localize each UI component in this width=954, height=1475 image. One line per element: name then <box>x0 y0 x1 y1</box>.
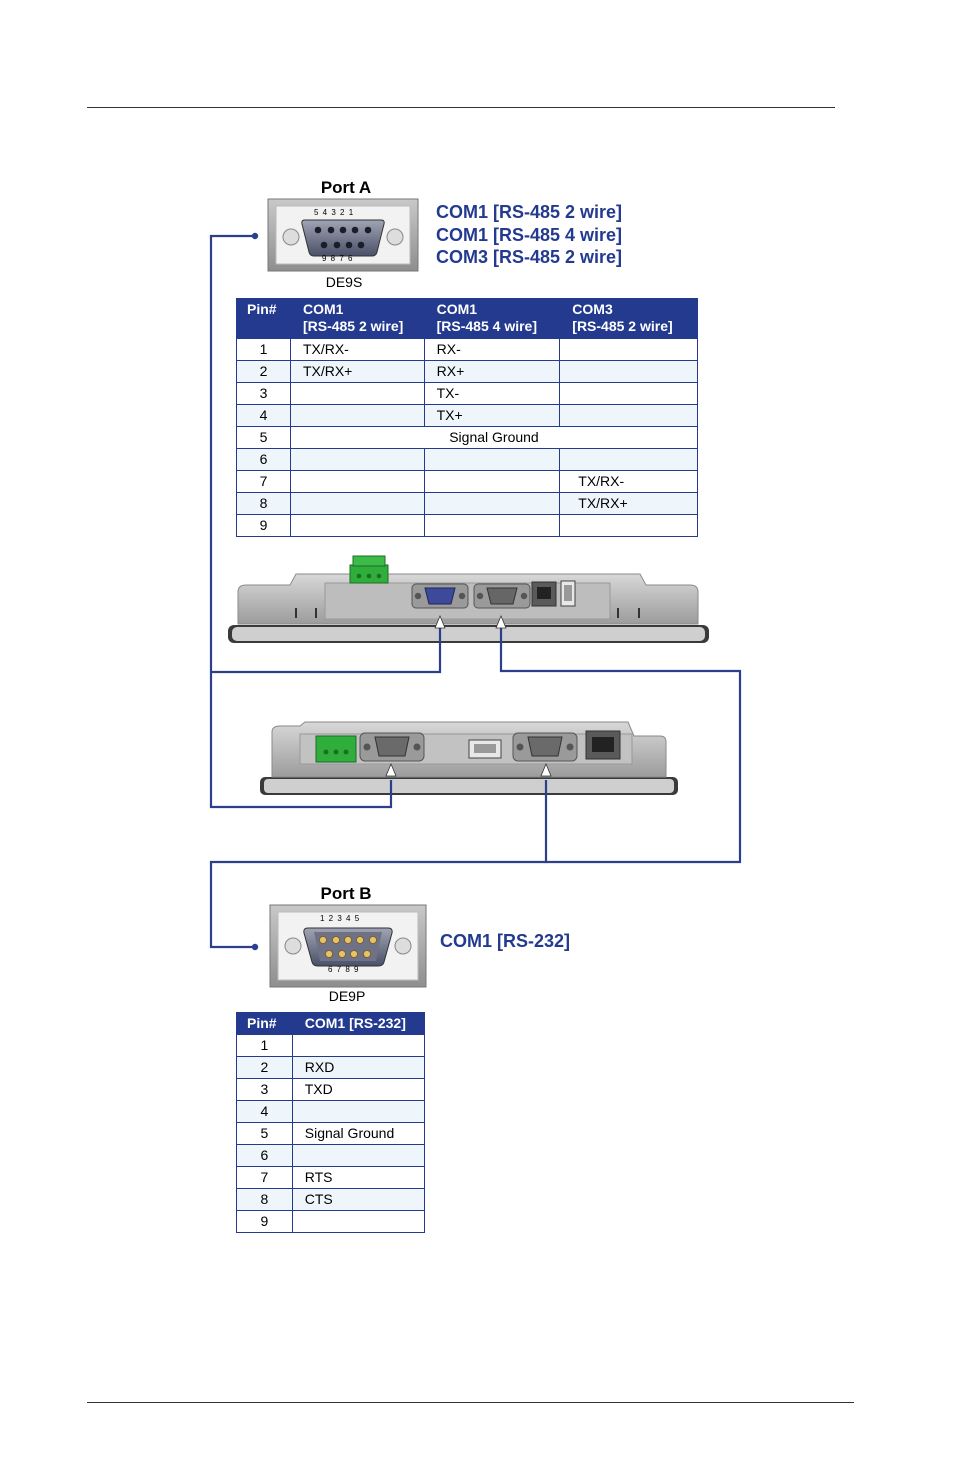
pin-cell: 7 <box>237 471 291 493</box>
signal-cell <box>424 493 560 515</box>
signal-ground-cell: Signal Ground <box>290 427 697 449</box>
table-row <box>237 471 698 493</box>
signal-cell <box>424 515 560 537</box>
table-row <box>237 493 698 515</box>
signal-cell <box>424 471 560 493</box>
device-rear-view-1 <box>228 556 709 643</box>
terminal-block-green <box>316 736 356 762</box>
pin-cell: 3 <box>237 1079 293 1101</box>
signal-cell <box>560 449 698 471</box>
port-b-connector-label: DE9P <box>328 988 366 1004</box>
header-com1-4wire: COM1 [RS-485 4 wire] <box>424 299 560 339</box>
port-b-pin-table <box>236 1012 425 1233</box>
port-a-pin-numbers-bottom: 9 8 7 6 <box>322 254 354 263</box>
pin-cell: 9 <box>237 1211 293 1233</box>
signal-cell: TX/RX+ <box>290 361 424 383</box>
port-a-com-list <box>436 201 622 269</box>
table-row <box>237 339 698 361</box>
table-header-row <box>237 1013 425 1035</box>
signal-cell: RX+ <box>424 361 560 383</box>
db9-port-gray <box>474 584 530 608</box>
signal-cell <box>424 449 560 471</box>
pin-cell: 2 <box>237 1057 293 1079</box>
wire-endpoint <box>252 233 258 239</box>
pin-cell: 8 <box>237 1189 293 1211</box>
signal-cell: TX/RX+ <box>560 493 698 515</box>
pin-cell: 3 <box>237 383 291 405</box>
db9-port-blue <box>412 584 468 608</box>
signal-cell: TX/RX- <box>560 471 698 493</box>
table-row <box>237 405 698 427</box>
signal-cell <box>560 405 698 427</box>
com-line: COM3 [RS-485 2 wire] <box>436 247 623 267</box>
mount-screw <box>387 229 403 245</box>
mount-screw <box>285 938 301 954</box>
signal-cell: RTS <box>292 1167 424 1189</box>
db9-port-left <box>360 733 424 761</box>
signal-cell: RX- <box>424 339 560 361</box>
table-row <box>237 361 698 383</box>
header-com3-2wire: COM3 [RS-485 2 wire] <box>560 299 698 339</box>
signal-cell <box>292 1145 424 1167</box>
port-a-connector-label: DE9S <box>325 274 363 290</box>
port-b-pin-numbers-top: 1 2 3 4 5 <box>320 914 361 923</box>
signal-cell <box>292 1035 424 1057</box>
device-rear-view-2 <box>260 722 678 795</box>
com-line: COM1 [RS-485 4 wire] <box>436 224 623 245</box>
signal-cell <box>560 339 698 361</box>
port-b-com-line: COM1 [RS-232] <box>440 931 571 951</box>
signal-cell: Signal Ground <box>292 1123 424 1145</box>
wire-endpoint <box>252 944 258 950</box>
table-row <box>237 1035 425 1057</box>
signal-cell <box>292 1101 424 1123</box>
signal-cell <box>290 405 424 427</box>
table-row <box>237 383 698 405</box>
port-a-title: Port A <box>320 178 372 197</box>
signal-cell <box>560 515 698 537</box>
header-pin: Pin# <box>237 299 291 339</box>
signal-cell <box>292 1211 424 1233</box>
table-row <box>237 1189 425 1211</box>
table-row <box>237 515 698 537</box>
signal-cell: TX+ <box>424 405 560 427</box>
pin-cell: 2 <box>237 361 291 383</box>
pin-cell: 5 <box>237 1123 293 1145</box>
table-row <box>237 1079 425 1101</box>
pin-cell: 1 <box>237 339 291 361</box>
signal-cell <box>290 493 424 515</box>
pin-cell: 7 <box>237 1167 293 1189</box>
signal-cell: TXD <box>292 1079 424 1101</box>
signal-cell <box>560 383 698 405</box>
table-row <box>237 1167 425 1189</box>
pin-cell: 5 <box>237 427 291 449</box>
com-line: COM1 [RS-485 2 wire] <box>436 202 623 222</box>
pin-cell: 6 <box>237 449 291 471</box>
port-b-title: Port B <box>320 884 372 903</box>
header-com1-rs232: COM1 [RS-232] <box>292 1013 424 1035</box>
signal-cell <box>290 515 424 537</box>
signal-cell <box>290 383 424 405</box>
pin-cell: 4 <box>237 1101 293 1123</box>
table-row <box>237 1145 425 1167</box>
mount-screw <box>395 938 411 954</box>
table-row <box>237 1057 425 1079</box>
table-row <box>237 1101 425 1123</box>
mount-screw <box>283 229 299 245</box>
signal-cell: RXD <box>292 1057 424 1079</box>
signal-cell: TX/RX- <box>290 339 424 361</box>
table-row <box>237 427 698 449</box>
signal-cell <box>290 449 424 471</box>
signal-cell: TX- <box>424 383 560 405</box>
signal-cell <box>560 361 698 383</box>
header-com1-2wire: COM1 [RS-485 2 wire] <box>290 299 424 339</box>
pin-cell: 4 <box>237 405 291 427</box>
port-a-pin-table <box>236 298 698 537</box>
header-pin: Pin# <box>237 1013 293 1035</box>
table-row <box>237 1123 425 1145</box>
table-row <box>237 449 698 471</box>
pin-cell: 8 <box>237 493 291 515</box>
pin-cell: 6 <box>237 1145 293 1167</box>
port-a-pin-numbers-top: 5 4 3 2 1 <box>314 208 355 217</box>
signal-cell: CTS <box>292 1189 424 1211</box>
pin-cell: 9 <box>237 515 291 537</box>
table-header-row <box>237 299 698 339</box>
db9-port-right <box>513 733 577 761</box>
signal-cell <box>290 471 424 493</box>
pin-cell: 1 <box>237 1035 293 1057</box>
table-row <box>237 1211 425 1233</box>
port-b-pin-numbers-bottom: 6 7 8 9 <box>328 965 360 974</box>
